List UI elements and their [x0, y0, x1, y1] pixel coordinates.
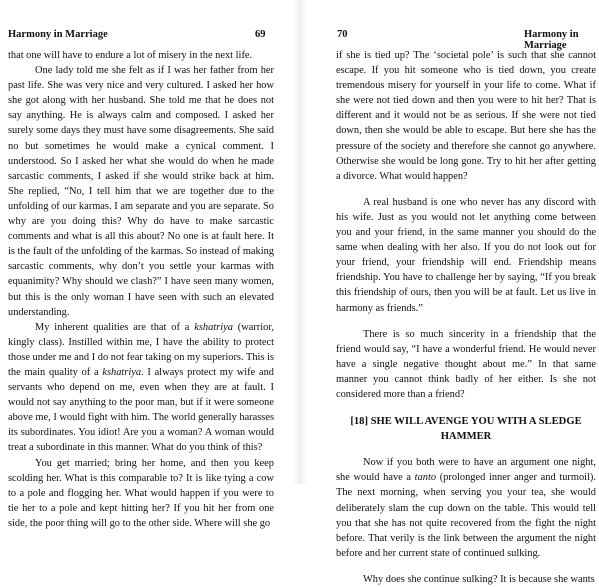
- right-page: [300, 0, 599, 585]
- right-page-body: [336, 48, 596, 587]
- right-page-number: 70: [337, 29, 348, 40]
- paragraph: Now if you both were to have an argument one night, she would have a tanto (prolonged inner anger and turmoil). The next morning, when serving you your tea, she would deliberately slam the cup down on the table. This would tell you that she has not quite recovered from the fight the night before. That verily is the link between the argument the night before and her current state of continued sulking.: [336, 457, 596, 559]
- paragraph: My inherent qualities are that of a kshatriya (warrior, kingly class). Instilled within me, I have the ability to protect those under me and I do not fear taking on my superiors. This is the main quality of a kshatriya. I always protect my wife and servants who depend on me, even when they are at fault. I would not say anything to the poor man, but if it were someone above me, I would fight with him. The world generally harasses its subordinates. You idiot! Are you a woman? A woman would treat a subordinate in this manner. What do you think of this?: [8, 321, 274, 454]
- left-page-body: [8, 48, 274, 531]
- paragraph: You get married; bring her home, and then you keep scolding her. What is this comparable to? It is like tying a cow to a pole and flogging her. What would happen if you were to tie her to a pole and kept hitting her? If you hit her from one side, the poor thing will go to the other side. Where will she go: [8, 457, 274, 529]
- left-page-number: 69: [255, 29, 266, 40]
- paragraph: There is so much sincerity in a friendship that the friend would say, “I have a wonderful friend. He would never have a single negative thought about me.” In that same manner you cannot think badly of her either. Is she not considered more than a friend?: [336, 328, 596, 400]
- right-running-title: Harmony in Marriage: [524, 29, 579, 51]
- paragraph: Why does she continue sulking? It is because she wants: [363, 573, 595, 585]
- left-running-title: Harmony in Marriage: [8, 29, 108, 40]
- italic-term: kshatriya: [194, 321, 233, 333]
- left-page: [0, 0, 300, 529]
- italic-term: kshatriya: [102, 366, 142, 378]
- paragraph: One lady told me she felt as if I was her father from her past life. She was very nice and very cultured. I asked her how she got along with her husband. She told me that he does not say anything. He is always calm and composed. I asked her surely some days they must have some disagreements. She said no but sometimes he would make a cynical comment. I understood. So I asked her what she would do when he made sarcastic comments, I asked if she would strike back at him. She replied, “No, I tell him that we are together due to the unfolding of our karmas. I am separate and you are separate. So why are you doing this? Why do have to make sarcastic comments and what is all this about? No one is at fault here. It is the fault of the unfolding of the karmas. So instead of making sarcastic comments, why don’t you settle your karmas with equanimity? Why should we clash?” I have seen many women, but this is the only woman I have seen with such an elevated understanding.: [8, 65, 274, 318]
- italic-term: tanto: [414, 472, 437, 484]
- paragraph: A real husband is one who never has any discord with his wife. Just as you would not let anything come between you and your friend, in the same manner you should do the same when dealing with her also. If you do not look out for your friend, your friendship will end. Friendship means friendship. You have to challenge her by saying, “If you break this friendship of ours, then you will be at fault. Let us live in harmony as friends.”: [336, 196, 596, 314]
- paragraph: if she is tied up? The ‘societal pole’ is such that she cannot escape. If you hit someone who is tied down, you create tremendous misery for yourself in your life to come. What if she were not tied down and then you were to hit her? That is different and it would not be as serious. If she were not tied down, then she would be able to escape. But here she has the pressure of the society and therefore she cannot go anywhere. Otherwise she would be long gone. Try to hit her after getting a divorce. What would happen?: [336, 50, 596, 182]
- section-heading: [18] SHE WILL AVENGE YOU WITH A SLEDGE HAMMER: [350, 416, 582, 443]
- paragraph: that one will have to endure a lot of misery in the next life.: [8, 50, 253, 61]
